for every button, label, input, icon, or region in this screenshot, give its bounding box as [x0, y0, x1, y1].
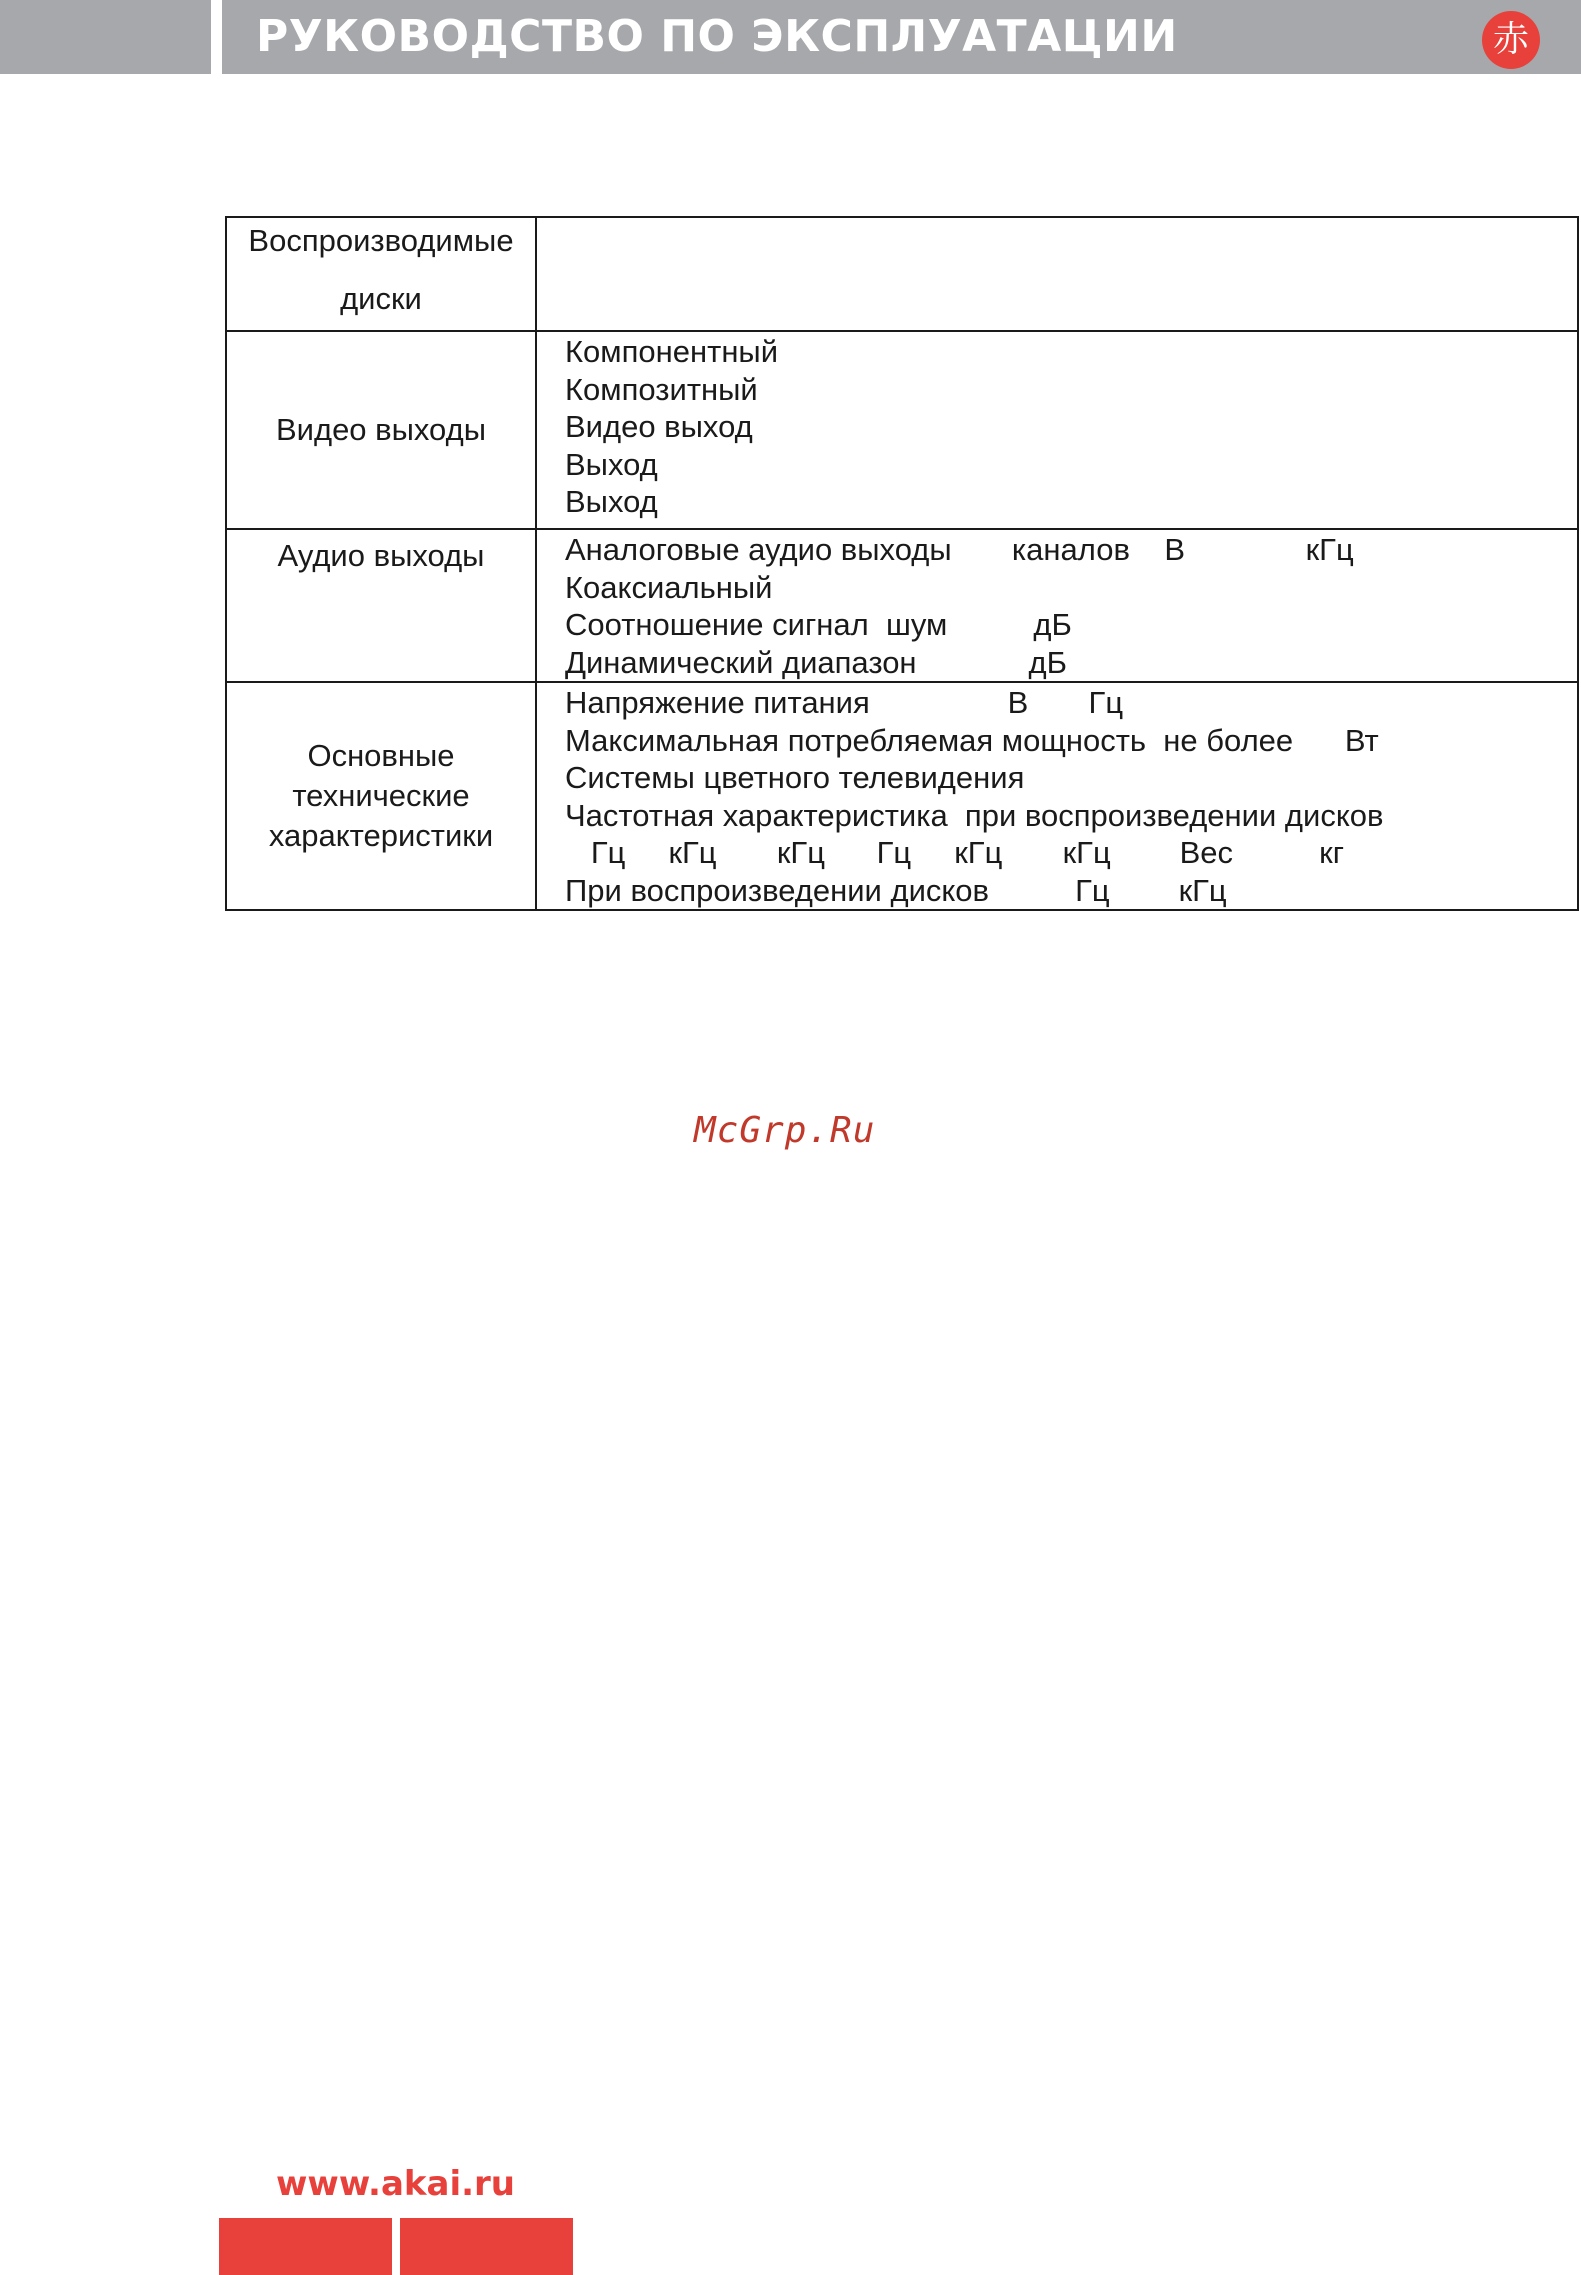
spec-line: Системы цветного телевидения [565, 760, 1025, 795]
table-row [226, 529, 1578, 682]
row-value-video [536, 331, 1578, 529]
label-line: Воспроизводимые [248, 223, 514, 258]
row-label-video: Видео выходы [226, 331, 536, 529]
watermark-text: McGrp.Ru [694, 1110, 876, 1151]
spec-line: Коаксиальный [565, 569, 773, 605]
akai-logo-icon: 赤 [1482, 11, 1540, 69]
spec-line: Выход [565, 484, 658, 519]
table-row [226, 331, 1578, 529]
page-title: РУКОВОДСТВО ПО ЭКСПЛУАТАЦИИ [256, 11, 1178, 62]
row-value-audio [536, 529, 1578, 682]
spec-line: Частотная характеристика при воспроизведении дисков [565, 797, 1384, 833]
spec-line: Динамический диапазон дБ [565, 644, 1067, 680]
label-line: технические [292, 778, 470, 813]
spec-line: Компонентный [565, 334, 779, 369]
spec-line: Гц кГц кГц Гц кГц кГц Вес кг [565, 835, 1345, 870]
table-row [226, 217, 1578, 331]
footer-red-block [219, 2218, 392, 2275]
row-label-discs [226, 217, 536, 331]
spec-line: Максимальная потребляемая мощность не более Вт [565, 722, 1379, 758]
label-line: Основные [307, 738, 455, 773]
row-label-audio: Аудио выходы [226, 529, 536, 682]
spec-line: Композитный [565, 371, 758, 407]
spec-line: Аналоговые аудио выходы каналов В кГц [565, 532, 1354, 567]
label-line: диски [340, 281, 422, 316]
row-value-discs [536, 217, 1578, 331]
footer-website-link[interactable]: www.akai.ru [276, 2164, 516, 2204]
header-left-block [0, 0, 211, 74]
footer-red-block [400, 2218, 573, 2275]
label-line: характеристики [268, 818, 494, 853]
row-label-specs [226, 682, 536, 910]
spec-line: При воспроизведении дисков Гц кГц [565, 872, 1227, 908]
row-value-specs [536, 682, 1578, 910]
spec-table [225, 216, 1579, 911]
spec-line: Напряжение питания В Гц [565, 685, 1124, 720]
table-row [226, 682, 1578, 910]
spec-line: Видео выход [565, 409, 753, 444]
spec-line: Соотношение сигнал шум дБ [565, 607, 1072, 642]
spec-line: Выход [565, 446, 658, 482]
